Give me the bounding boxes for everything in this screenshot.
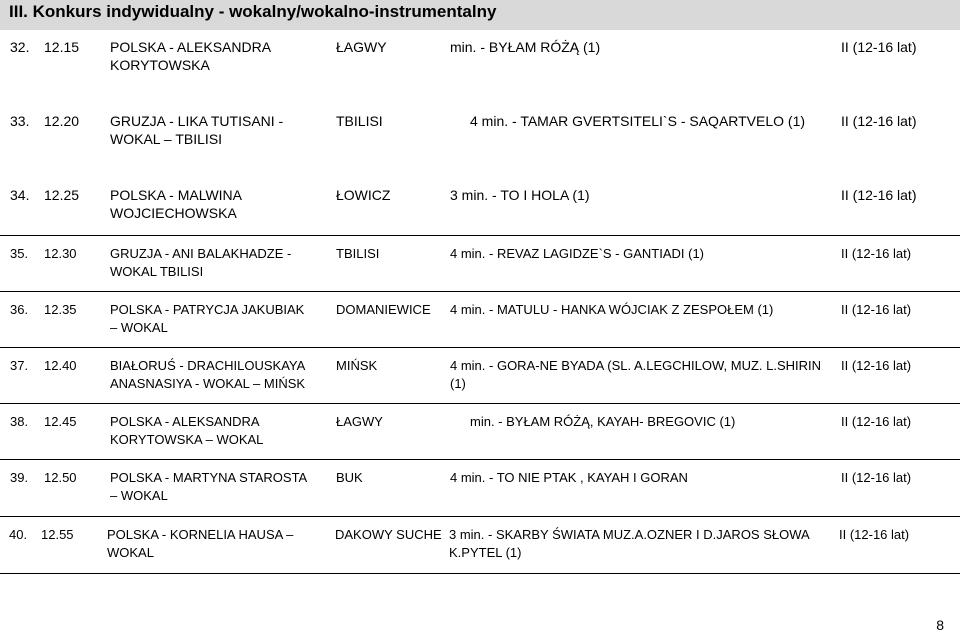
entry-category: II (12-16 lat) (839, 527, 910, 542)
entry-category: II (12-16 lat) (841, 187, 917, 203)
entry-number: 35. (10, 246, 29, 261)
entry-city: ŁOWICZ (336, 187, 391, 203)
page-number: 8 (936, 617, 944, 633)
entry-time: 12.35 (44, 302, 77, 317)
entry-number: 34. (10, 187, 30, 203)
row-divider (0, 291, 960, 292)
entry-city: TBILISI (336, 113, 383, 129)
entry-song: 3 min. - SKARBY ŚWIATA MUZ.A.OZNER I D.JAROS SŁOWA K.PYTEL (1) (449, 527, 809, 560)
entry-name: POLSKA - ALEKSANDRA KORYTOWSKA – WOKAL (110, 414, 264, 447)
entry-city: TBILISI (336, 246, 380, 261)
entry-time: 12.45 (44, 414, 77, 429)
entry-song: 3 min. - TO I HOLA (1) (450, 187, 590, 203)
entry-name: POLSKA - MALWINA WOJCIECHOWSKA (110, 187, 242, 221)
entry-song: 4 min. - TAMAR GVERTSITELI`S - SAQARTVELO (1) (470, 113, 806, 129)
entry-category: II (12-16 lat) (841, 302, 912, 317)
entry-name: GRUZJA - ANI BALAKHADZE - WOKAL TBILISI (110, 246, 292, 279)
entry-name: POLSKA - KORNELIA HAUSA – WOKAL (107, 527, 294, 560)
entry-time: 12.50 (44, 470, 77, 485)
entry-name: BIAŁORUŚ - DRACHILOUSKAYA ANASNASIYA - WOKAL – MIŃSK (110, 358, 306, 391)
entry-song: min. - BYŁAM RÓŻĄ, KAYAH- BREGOVIC (1) (470, 414, 736, 429)
entry-name: POLSKA - ALEKSANDRA KORYTOWSKA (110, 39, 271, 73)
entry-number: 39. (10, 470, 29, 485)
entry-category: II (12-16 lat) (841, 358, 912, 373)
entry-time: 12.55 (41, 527, 74, 542)
entry-city: DAKOWY SUCHE (335, 527, 442, 542)
entry-city: DOMANIEWICE (336, 302, 431, 317)
entry-category: II (12-16 lat) (841, 470, 912, 485)
entry-song: 4 min. - MATULU - HANKA WÓJCIAK Z ZESPOŁEM (1) (450, 302, 774, 317)
entry-song: 4 min. - GORA-NE BYADA (SL. A.LEGCHILOW, MUZ. L.SHIRIN (1) (450, 358, 822, 391)
row-divider (0, 573, 960, 574)
row-divider (0, 235, 960, 236)
entry-category: II (12-16 lat) (841, 113, 917, 129)
entry-city: BUK (336, 470, 363, 485)
entry-time: 12.25 (44, 187, 80, 203)
entry-number: 38. (10, 414, 29, 429)
entry-time: 12.30 (44, 246, 77, 261)
entry-number: 37. (10, 358, 29, 373)
row-divider (0, 459, 960, 460)
entry-category: II (12-16 lat) (841, 414, 912, 429)
entry-category: II (12-16 lat) (841, 39, 917, 55)
entry-time: 12.15 (44, 39, 80, 55)
entry-song: min. - BYŁAM RÓŻĄ (1) (450, 39, 601, 55)
entry-category: II (12-16 lat) (841, 246, 912, 261)
entry-number: 33. (10, 113, 30, 129)
entry-name: GRUZJA - LIKA TUTISANI - WOKAL – TBILISI (110, 113, 284, 147)
entry-name: POLSKA - MARTYNA STAROSTA – WOKAL (110, 470, 307, 503)
entry-number: 36. (10, 302, 29, 317)
row-divider (0, 516, 960, 517)
entry-time: 12.20 (44, 113, 80, 129)
row-divider (0, 347, 960, 348)
entry-song: 4 min. - REVAZ LAGIDZE`S - GANTIADI (1) (450, 246, 705, 261)
entry-number: 32. (10, 39, 30, 55)
entry-song: 4 min. - TO NIE PTAK , KAYAH I GORAN (450, 470, 688, 485)
row-divider (0, 403, 960, 404)
entry-city: MIŃSK (336, 358, 378, 373)
section-header (0, 0, 960, 30)
entry-time: 12.40 (44, 358, 77, 373)
entry-city: ŁAGWY (336, 414, 383, 429)
entry-name: POLSKA - PATRYCJA JAKUBIAK – WOKAL (110, 302, 305, 335)
section-title: III. Konkurs indywidualny - wokalny/wokalno-instrumentalny (9, 2, 497, 21)
entry-number: 40. (9, 527, 28, 542)
entry-city: ŁAGWY (336, 39, 387, 55)
